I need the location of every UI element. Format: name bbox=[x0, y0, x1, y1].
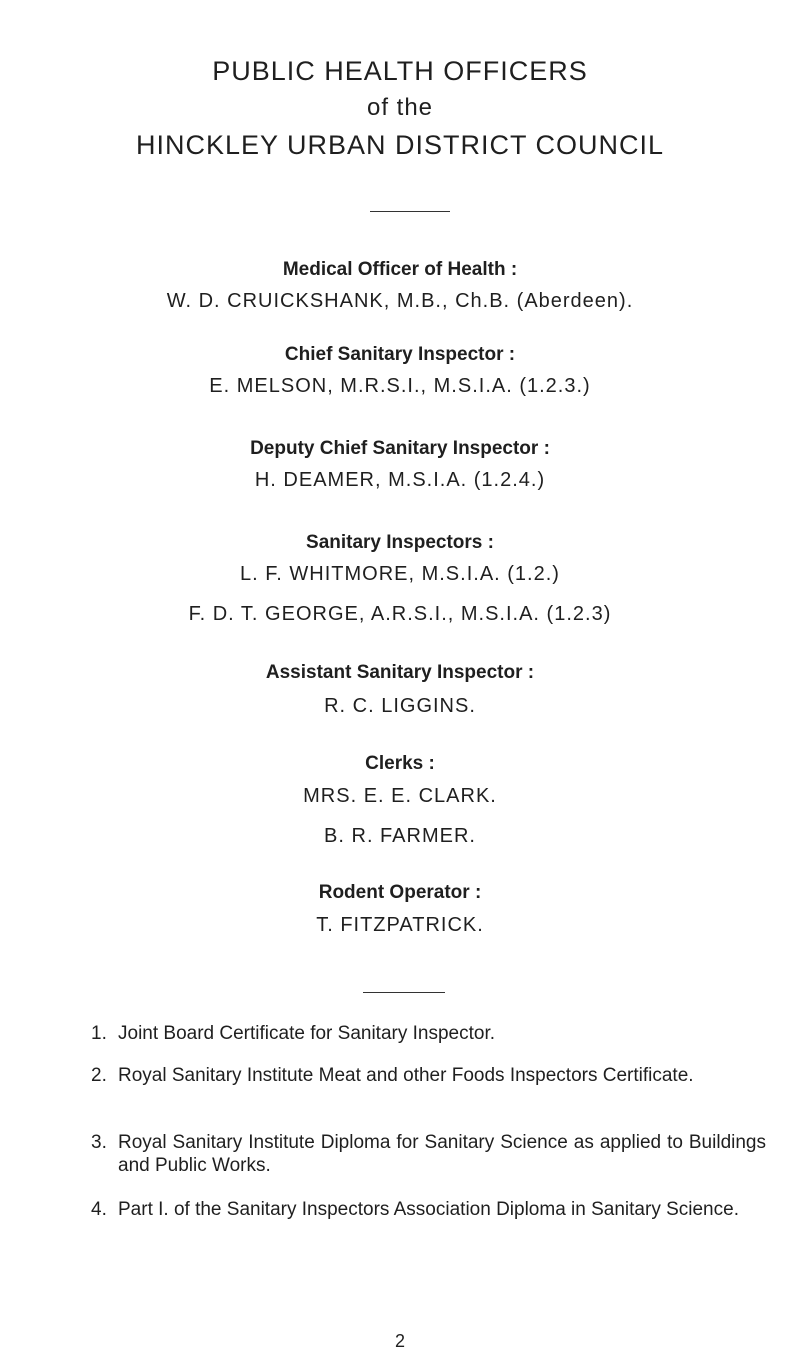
heading-deputy-chief-sanitary-inspector: Deputy Chief Sanitary Inspector : bbox=[250, 438, 550, 459]
footnote-number: 3. bbox=[91, 1132, 107, 1153]
footnote-text: Part I. of the Sanitary Inspectors Association Diploma in Sanitary Science. bbox=[118, 1199, 739, 1220]
heading-medical-officer: Medical Officer of Health : bbox=[282, 259, 518, 280]
footnote-text: Royal Sanitary Institute Meat and other Foods Inspectors Certificate. bbox=[118, 1065, 694, 1086]
footnote-number: 4. bbox=[91, 1199, 107, 1220]
name-rodent-operator: T. FITZPATRICK. bbox=[316, 914, 484, 936]
footnote-number: 2. bbox=[91, 1065, 107, 1086]
name-assistant-sanitary-inspector: R. C. LIGGINS. bbox=[324, 695, 476, 717]
divider-bottom bbox=[363, 992, 445, 993]
title-line-2: of the bbox=[366, 94, 434, 121]
footnote-text: Royal Sanitary Institute Diploma for Sanitary Science as applied to Buildings and Public Works. bbox=[118, 1132, 766, 1176]
heading-rodent-operator: Rodent Operator : bbox=[318, 882, 482, 903]
name-deputy-chief-sanitary-inspector: H. DEAMER, M.S.I.A. (1.2.4.) bbox=[254, 469, 546, 491]
document-title bbox=[0, 52, 800, 164]
name-chief-sanitary-inspector: E. MELSON, M.R.S.I., M.S.I.A. (1.2.3.) bbox=[209, 375, 591, 397]
name-sanitary-inspector-2: F. D. T. GEORGE, A.R.S.I., M.S.I.A. (1.2.3) bbox=[188, 603, 612, 625]
heading-clerks: Clerks : bbox=[365, 753, 435, 774]
heading-assistant-sanitary-inspector: Assistant Sanitary Inspector : bbox=[265, 662, 535, 683]
name-clerk-2: B. R. FARMER. bbox=[324, 825, 476, 847]
heading-chief-sanitary-inspector: Chief Sanitary Inspector : bbox=[284, 344, 516, 365]
name-medical-officer: W. D. CRUICKSHANK, M.B., Ch.B. (Aberdeen). bbox=[166, 290, 634, 312]
heading-sanitary-inspectors: Sanitary Inspectors : bbox=[306, 532, 494, 553]
name-sanitary-inspector-1: L. F. WHITMORE, M.S.I.A. (1.2.) bbox=[240, 563, 560, 585]
divider-top bbox=[370, 211, 450, 212]
footnote-number: 1. bbox=[91, 1023, 107, 1044]
page-number: 2 bbox=[394, 1331, 405, 1351]
title-line-1: PUBLIC HEALTH OFFICERS bbox=[212, 56, 588, 86]
footnote-text: Joint Board Certificate for Sanitary Inspector. bbox=[118, 1023, 496, 1044]
title-line-3: HINCKLEY URBAN DISTRICT COUNCIL bbox=[135, 130, 665, 160]
name-clerk-1: MRS. E. E. CLARK. bbox=[303, 785, 497, 807]
